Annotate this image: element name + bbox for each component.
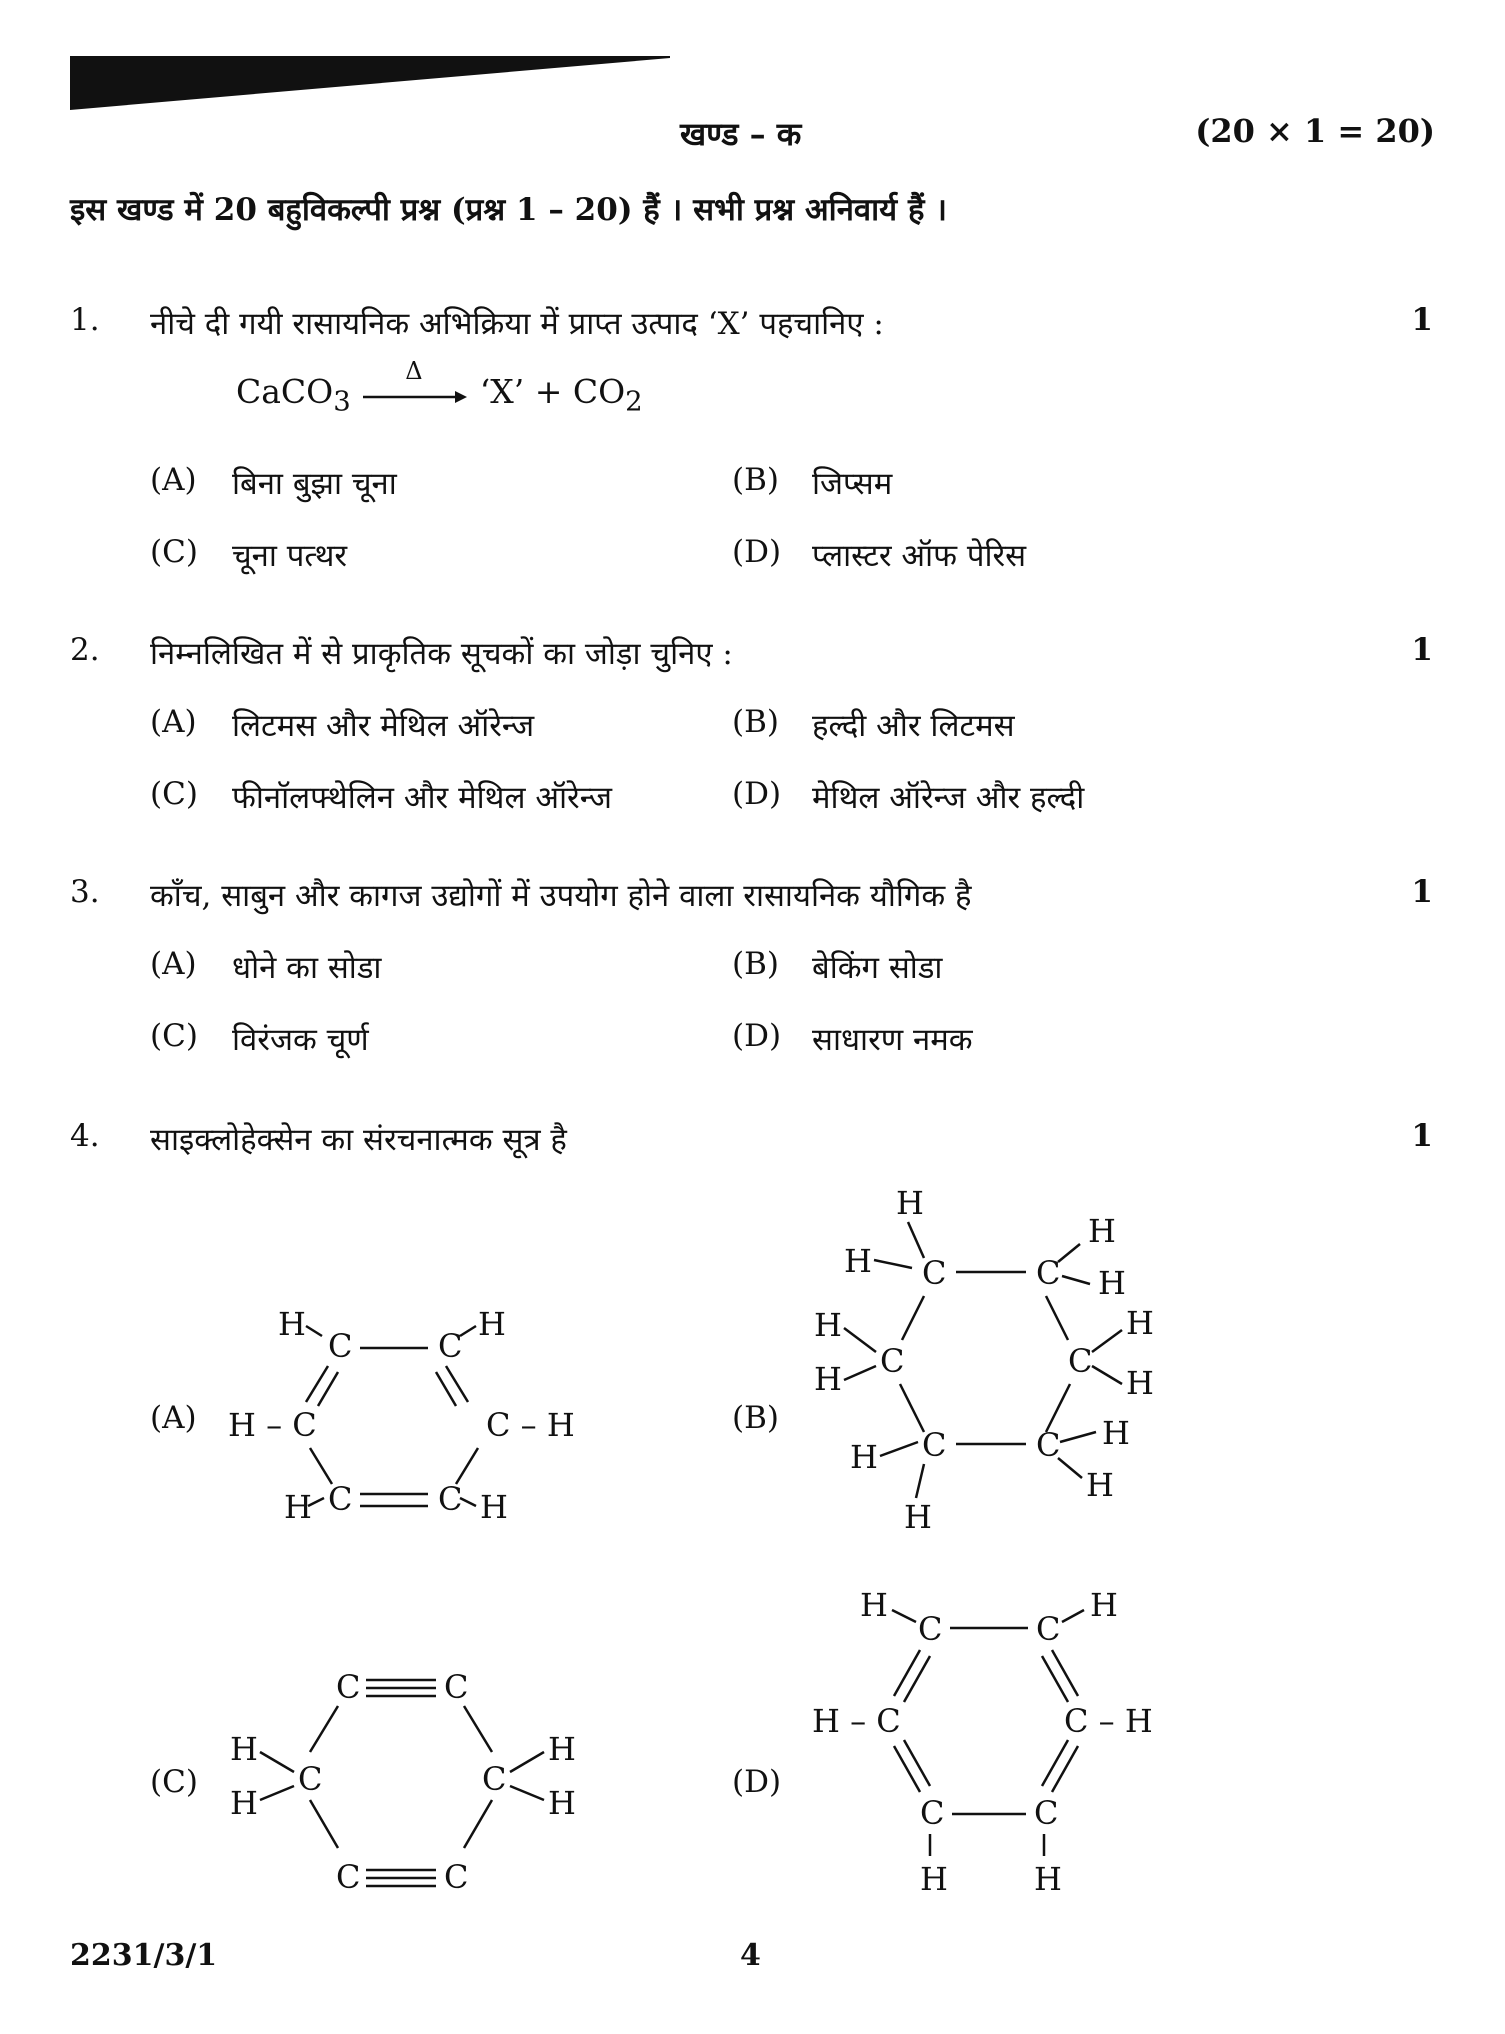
page-number: 4 — [740, 1938, 761, 1973]
atom-h: H — [480, 1488, 508, 1526]
atom-h: H — [230, 1784, 258, 1822]
atom-h: H — [814, 1306, 842, 1344]
atom-h: H — [1086, 1466, 1114, 1504]
atom-c: C — [1036, 1426, 1061, 1464]
atom-c: C — [918, 1610, 943, 1648]
option-label: (D) — [732, 534, 782, 570]
atom-c: C — [444, 1668, 469, 1706]
structure-a-diagram — [220, 1280, 600, 1550]
atom-h: H — [850, 1438, 878, 1476]
reactant-subscript: 3 — [333, 385, 351, 418]
option-label: (A) — [150, 946, 197, 982]
atom-h: H — [904, 1498, 932, 1536]
atom-h: H — [478, 1305, 506, 1343]
atom-h: H — [896, 1184, 924, 1222]
question-marks: 1 — [1411, 302, 1433, 338]
reaction-arrow — [361, 357, 469, 409]
c-h-right: C – H — [486, 1406, 575, 1444]
atom-h: H — [1126, 1304, 1154, 1342]
atom-c: C — [922, 1426, 947, 1464]
atom-h: H — [1088, 1212, 1116, 1250]
option-text: जिप्सम — [812, 466, 893, 502]
option-label: (C) — [150, 1018, 198, 1054]
atom-c: C — [438, 1480, 463, 1518]
atom-c: C — [438, 1327, 463, 1365]
question-text: नीचे दी गयी रासायनिक अभिक्रिया में प्राप्त उत्पाद ‘X’ पहचानिए : — [150, 306, 884, 342]
atom-h: H — [1034, 1860, 1062, 1898]
atom-h: H — [548, 1784, 576, 1822]
option-text: मेथिल ऑरेन्ज और हल्दी — [812, 780, 1085, 816]
atom-h: H — [844, 1242, 872, 1280]
h-c-left: H – C — [228, 1406, 317, 1444]
atom-c: C — [482, 1760, 507, 1798]
option-label: (B) — [732, 946, 779, 982]
h-c-left: H – C — [812, 1702, 901, 1740]
question-number: 1. — [70, 302, 100, 338]
atom-c: C — [920, 1794, 945, 1832]
atom-h: H — [1126, 1364, 1154, 1402]
atom-h: H — [278, 1305, 306, 1343]
question-text: निम्नलिखित में से प्राकृतिक सूचकों का जोड़ा चुनिए : — [150, 636, 733, 672]
atom-c: C — [1036, 1254, 1061, 1292]
atom-h: H — [860, 1586, 888, 1624]
atom-h: H — [814, 1360, 842, 1398]
option-text: विरंजक चूर्ण — [232, 1022, 369, 1058]
option-label: (D) — [732, 1764, 782, 1800]
question-marks: 1 — [1411, 632, 1433, 668]
question-text: काँच, साबुन और कागज उद्योगों में उपयोग होने वाला रासायनिक यौगिक है — [150, 878, 972, 914]
option-label: (D) — [732, 776, 782, 812]
atom-c: C — [328, 1480, 353, 1518]
reactant: CaCO — [236, 372, 334, 411]
structure-b-diagram — [800, 1180, 1200, 1560]
atom-c: C — [1068, 1342, 1093, 1380]
chemical-reaction — [236, 357, 643, 418]
c-h-right: C – H — [1064, 1702, 1153, 1740]
products: ‘X’ + CO — [479, 372, 626, 411]
question-text: साइक्लोहेक्सेन का संरचनात्मक सूत्र है — [150, 1122, 567, 1158]
atom-h: H — [548, 1730, 576, 1768]
option-text: बिना बुझा चूना — [232, 466, 397, 502]
question-marks: 1 — [1411, 874, 1433, 910]
paper-code: 2231/3/1 — [70, 1938, 218, 1973]
option-label: (B) — [732, 704, 779, 740]
atom-c: C — [336, 1858, 361, 1896]
option-text: धोने का सोडा — [232, 950, 382, 986]
atom-c: C — [444, 1858, 469, 1896]
atom-c: C — [1036, 1610, 1061, 1648]
option-label: (D) — [732, 1018, 782, 1054]
atom-h: H — [1090, 1586, 1118, 1624]
option-label: (A) — [150, 704, 197, 740]
option-text: चूना पत्थर — [232, 538, 348, 574]
atom-c: C — [880, 1342, 905, 1380]
question-marks: 1 — [1411, 1118, 1433, 1154]
heat-symbol: Δ — [405, 357, 423, 385]
option-label: (A) — [150, 1400, 197, 1436]
atom-c: C — [922, 1254, 947, 1292]
atom-c: C — [328, 1327, 353, 1365]
header-black-bar — [70, 56, 670, 110]
option-text: लिटमस और मेथिल ऑरेन्ज — [232, 708, 535, 744]
option-text: साधारण नमक — [812, 1022, 973, 1058]
question-number: 3. — [70, 874, 100, 910]
structure-c-diagram — [220, 1650, 600, 1910]
option-label: (A) — [150, 462, 197, 498]
section-instruction: इस खण्ड में 20 बहुविकल्पी प्रश्न (प्रश्न 1 – 20) हैं । सभी प्रश्न अनिवार्य हैं । — [70, 192, 947, 228]
question-number: 2. — [70, 632, 100, 668]
option-label: (B) — [732, 462, 779, 498]
atom-h: H — [284, 1488, 312, 1526]
products-subscript: 2 — [625, 385, 643, 418]
section-title: खण्ड – क — [680, 115, 802, 153]
atom-c: C — [336, 1668, 361, 1706]
option-text: प्लास्टर ऑफ पेरिस — [812, 538, 1027, 574]
question-number: 4. — [70, 1118, 100, 1154]
option-text: बेकिंग सोडा — [812, 950, 943, 986]
atom-h: H — [1098, 1264, 1126, 1302]
option-label: (C) — [150, 534, 198, 570]
option-text: फीनॉलफ्थेलिन और मेथिल ऑरेन्ज — [232, 780, 612, 816]
option-label: (C) — [150, 776, 198, 812]
atom-c: C — [1034, 1794, 1059, 1832]
atom-h: H — [1102, 1414, 1130, 1452]
atom-h: H — [230, 1730, 258, 1768]
structure-d-diagram — [800, 1580, 1200, 1920]
atom-c: C — [298, 1760, 323, 1798]
option-label: (C) — [150, 1764, 198, 1800]
option-text: हल्दी और लिटमस — [812, 708, 1015, 744]
atom-h: H — [920, 1860, 948, 1898]
option-label: (B) — [732, 1400, 779, 1436]
section-marks: (20 × 1 = 20) — [1195, 112, 1435, 150]
